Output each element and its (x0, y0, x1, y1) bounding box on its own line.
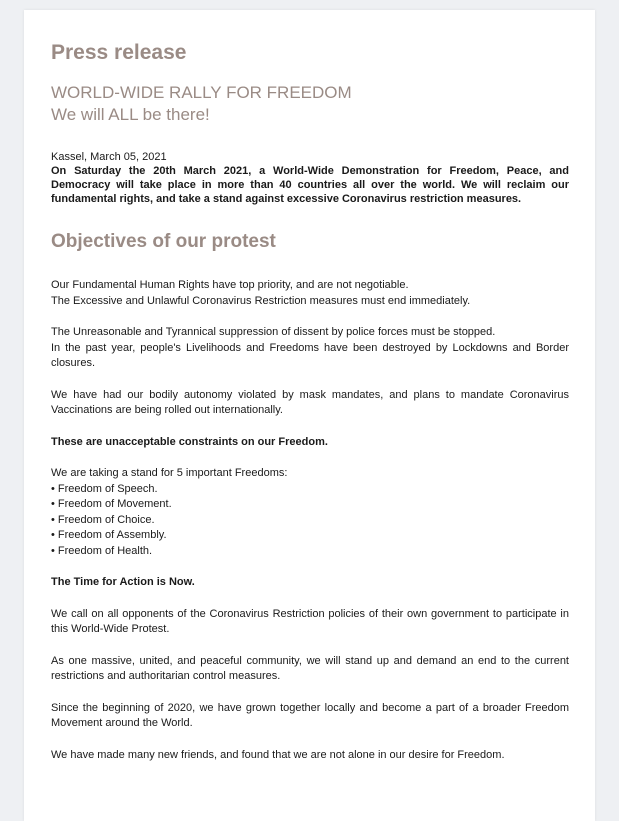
press-release-title: Press release (51, 41, 187, 64)
paragraph-call: We call on all opponents of the Coronavirus Restriction policies of their own government to participate in this World-Wide Protest. (51, 607, 569, 635)
rally-subtitle: We will ALL be there! (51, 105, 210, 124)
paragraph-restrictions: The Excessive and Unlawful Coronavirus Restriction measures must end immediately. (51, 294, 471, 307)
paragraph-autonomy: We have had our bodily autonomy violated by mask mandates, and plans to mandate Coronavirus Vaccinations are being rolled out internationally. (51, 388, 569, 416)
paragraph-friends: We have made many new friends, and found that we are not alone in our desire for Freedom. (51, 748, 505, 761)
paragraph-movement: Since the beginning of 2020, we have grown together locally and become a part of a broader Freedom Movement around the World. (51, 701, 569, 729)
list-item: • Freedom of Assembly. (51, 529, 167, 541)
list-item: • Freedom of Health. (51, 544, 153, 557)
paragraph-rights: Our Fundamental Human Rights have top priority, and are not negotiable. (51, 279, 409, 291)
paragraph-freedoms-intro: We are taking a stand for 5 important Freedoms: (51, 467, 288, 479)
objectives-body (51, 278, 569, 763)
document-content (51, 40, 569, 763)
document-page (24, 10, 595, 821)
paragraph-livelihoods: In the past year, people's Livelihoods and Freedoms have been destroyed by Lockdowns and Border closures. (51, 341, 569, 369)
rally-heading: WORLD-WIDE RALLY FOR FREEDOM (51, 83, 352, 102)
lead-paragraph: On Saturday the 20th March 2021, a World-Wide Demonstration for Freedom, Peace, and Democracy will take place in more than 40 countries all over the world. We will reclaim our fundamental rights, and take a stand against excessive Coronavirus restriction measures. (51, 165, 569, 205)
dateline: Kassel, March 05, 2021 (51, 151, 167, 163)
paragraph-constraints: These are unacceptable constraints on our Freedom. (51, 435, 328, 448)
list-item: • Freedom of Speech. (51, 482, 158, 495)
freedoms-list (51, 482, 569, 560)
list-item: • Freedom of Choice. (51, 513, 155, 526)
paragraph-suppression: The Unreasonable and Tyrannical suppression of dissent by police forces must be stopped. (51, 326, 496, 338)
paragraph-community: As one massive, united, and peaceful community, we will stand up and demand an end to the current restrictions and authoritarian control measures. (51, 654, 569, 682)
objectives-heading: Objectives of our protest (51, 231, 276, 252)
list-item: • Freedom of Movement. (51, 498, 172, 510)
paragraph-time-for-action: The Time for Action is Now. (51, 576, 195, 588)
